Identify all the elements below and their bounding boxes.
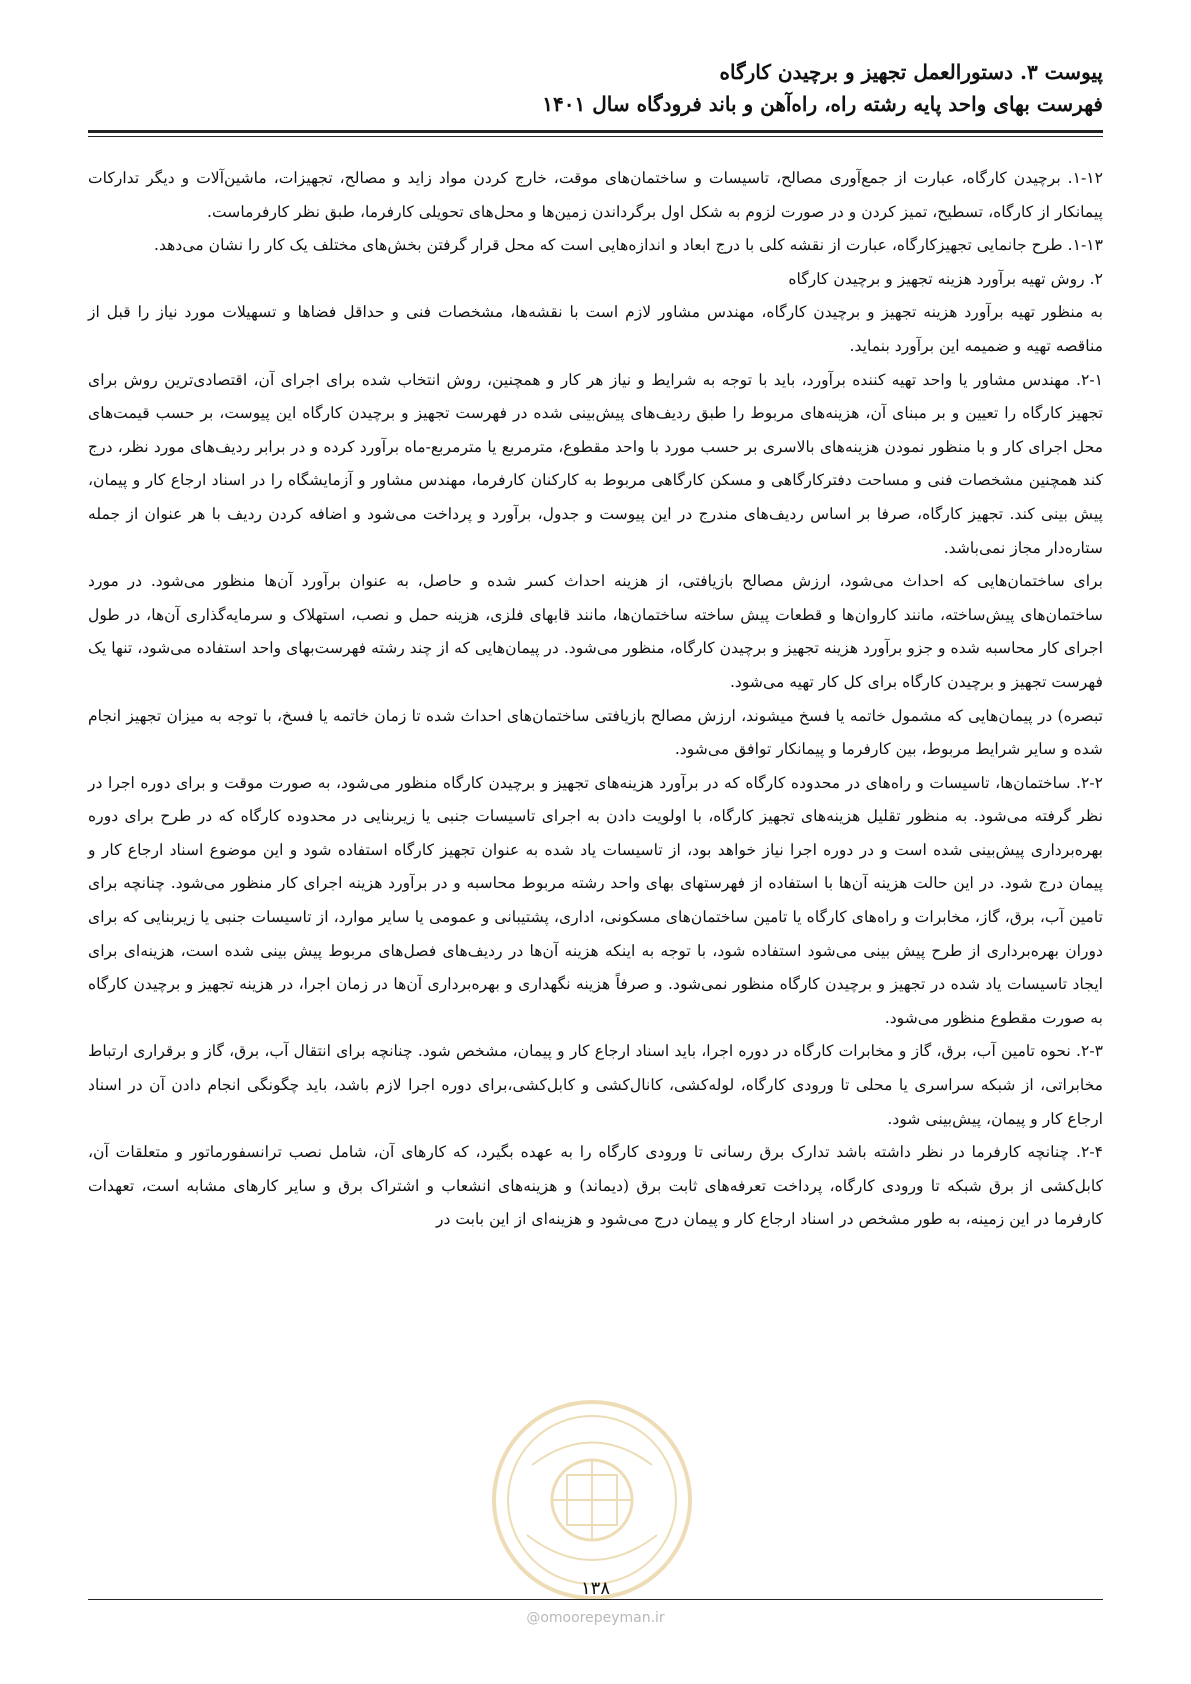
paragraph-2-2: ۲-۲. ساختمان‌ها، تاسیسات و راه‌های در محدوده کارگاه که در برآورد هزینه‌های تجهیز و برچیدن کارگاه منظور می‌شود، به صورت موقت و برای دوره اجرا در نظر گرفته می‌شود. به منظور تقلیل هزینه‌های تجهیز کارگاه، با اولویت دادن به اجرای تاسیسات جنبی یا زیربنایی در محدوده کارگاه که در طرح برای دوره بهره‌برداری پیش‌بینی شده است و در دوره اجرا نیاز خواهد بود، از تاسیسات یاد شده به عنوان تجهیز کارگاه استفاده شود و این موضوع اسناد ارجاع کار و پیمان درج شود. در این حالت هزینه آن‌ها با استفاده از فهرستهای بهای واحد رشته مربوط محاسبه و در برآورد هزینه اجرای کار منظور می‌شود. چنانچه برای تامین آب، برق، گاز، مخابرات و راه‌های کارگاه یا تامین ساختمان‌های مسکونی، اداری، پشتیبانی و عمومی یا سایر موارد، از تاسیسات جنبی یا زیربنایی که برای دوران بهره‌برداری از طرح پیش بینی می‌شود استفاده شود، با توجه به اینکه هزینه آن‌ها در ردیف‌های فصل‌های مربوط پیش بینی شده است، هزینه‌ای برای ایجاد تاسیسات یاد شده در تجهیز و برچیدن کارگاه منظور نمی‌شود. و صرفاً هزینه نگهداری و بهره‌برداری آن‌ها در زمان اجرا، در هزینه تجهیز و برچیدن کارگاه به صورت مقطوع منظور می‌شود. — [88, 773, 1103, 1027]
paragraph-2-4: ۲-۴. چنانچه کارفرما در نظر داشته باشد تدارک برق رسانی تا ورودی کارگاه را به عهده بگیرد، که کارهای آن، شامل نصب ترانسفورماتور و متعلقات آن، کابل‌کشی از برق شبکه تا ورودی کارگاه، پرداخت تعرفه‌های ثابت برق (دیماند) و هزینه‌های انشعاب و اشتراک برق و سایر کارهای مشابه است، تعهدات کارفرما در این زمینه، به طور مشخص در اسناد ارجاع کار و پیمان درج می‌شود و هزینه‌ای از این بابت در — [88, 1143, 1103, 1229]
paragraph-2-3: ۲-۳. نحوه تامین آب، برق، گاز و مخابرات کارگاه در دوره اجرا، باید اسناد ارجاع کار و پیمان، مشخص شود. چنانچه برای انتقال آب، برق، گاز و برقراری ارتباط مخابراتی، از شبکه سراسری یا محلی تا ورودی کارگاه، لوله‌کشی، کانال‌کشی و کابل‌کشی،برای دوره اجرا لازم باشد، باید چگونگی انجام دادن آن در اسناد ارجاع کار و پیمان، پیش‌بینی شود. — [88, 1042, 1103, 1128]
footer-rule — [88, 1599, 1103, 1600]
watermark-site-text: @omoorepeyman.ir — [526, 1610, 665, 1626]
page-number: ۱۳۸ — [580, 1578, 610, 1599]
header-rule-thick — [88, 130, 1103, 133]
paragraph-2-1-buildings: برای ساختمان‌هایی که احداث می‌شود، ارزش مصالح بازیافتی، از هزینه احداث کسر شده و حاصل، به عنوان برآورد آن‌ها منظور می‌شود. در مورد ساختمان‌های پیش‌ساخته، مانند کاروان‌ها و قطعات پیش ساخته ساختمان‌ها، مانند قابهای فلزی، هزینه حمل و نصب، استهلاک و سرمایه‌گذاری آن‌ها، در طول اجرای کار محاسبه شده و جزو برآورد هزینه تجهیز و برچیدن کارگاه، منظور می‌شود. در پیمان‌هایی که از چند رشته فهرست‌بهای واحد استفاده می‌شود، تنها یک فهرست تجهیز و برچیدن کارگاه برای کل کار تهیه می‌شود. — [88, 572, 1103, 691]
watermark-seal-icon — [487, 1395, 697, 1605]
paragraph-note: تبصره) در پیمان‌هایی که مشمول خاتمه یا فسخ میشوند، ارزش مصالح بازیافتی ساختمان‌های احداث شده تا زمان خاتمه یا فسخ، با توجه به میزان تجهیز انجام شده و سایر شرایط مربوط، بین کارفرما و پیمانکار توافق می‌شود. — [88, 706, 1103, 759]
paragraph-2-intro: به منظور تهیه برآورد هزینه تجهیز و برچیدن کارگاه، مهندس مشاور لازم است با نقشه‌ها، مشخصات فنی و حداقل فضاها و تسهیلات مورد نیاز را قبل از مناقصه تهیه و ضمیمه این برآورد بنماید. — [88, 303, 1103, 355]
document-body — [88, 162, 1103, 1237]
page-header — [88, 56, 1103, 120]
section-heading-2: ۲. روش تهیه برآورد هزینه تجهیز و برچیدن کارگاه — [788, 269, 1103, 288]
paragraph-1-13: ۱-۱۳. طرح جانمایی تجهیزکارگاه، عبارت از نقشه کلی با درج ابعاد و اندازه‌هایی است که محل قرار گرفتن بخش‌های مختلف یک کار را نشان می‌دهد. — [154, 236, 1103, 255]
header-rule-thin — [88, 136, 1103, 137]
paragraph-1-12: ۱-۱۲. برچیدن کارگاه، عبارت از جمع‌آوری مصالح، تاسیسات و ساختمان‌های موقت، خارج کردن مواد زاید و مصالح، تجهیزات، ماشین‌آلات و دیگر تدارکات پیمانکار از کارگاه، تسطیح، تمیز کردن و در صورت لزوم به شکل اول برگرداندن زمین‌ها و محل‌های تحویلی کارفرما، طبق نظر کارفرماست. — [88, 169, 1103, 221]
header-title-line2: فهرست بهای واحد پایه رشته راه، راه‌آهن و باند فرودگاه سال ۱۴۰۱ — [542, 92, 1103, 116]
paragraph-2-1: ۲-۱. مهندس مشاور یا واحد تهیه کننده برآورد، باید با توجه به شرایط و نیاز هر کار و همچنین، روش انتخاب شده برای اجرای آن، اقتصادی‌ترین روش برای تجهیز کارگاه را تعیین و بر مبنای آن، هزینه‌های مربوط را طبق ردیف‌های پیش‌بینی شده در فهرست تجهیز و برچیدن کارگاه این پیوست، بر حسب قیمت‌های محل اجرای کار و با منظور نمودن هزینه‌های بالاسری بر حسب مورد با واحد مقطوع، مترمربع یا مترمربع-ماه برآورد کرده و در برابر ردیف‌های مورد نظر، درج کند همچنین مشخصات فنی و مساحت دفترکارگاهی و مسکن کارگاهی مربوط به کارکنان کارفرما، مهندس مشاور و آزمایشگاه را در اسناد ارجاع کار و پیمان، پیش بینی کند. تجهیز کارگاه، صرفا بر اساس ردیف‌های مندرج در این پیوست و جدول، برآورد و پرداخت می‌شود و اضافه کردن ردیف با هر عنوان از جمله ستاره‌دار مجاز نمی‌باشد. — [88, 370, 1103, 557]
header-title-line1: پیوست ۳. دستورالعمل تجهیز و برچیدن کارگاه — [719, 60, 1103, 84]
